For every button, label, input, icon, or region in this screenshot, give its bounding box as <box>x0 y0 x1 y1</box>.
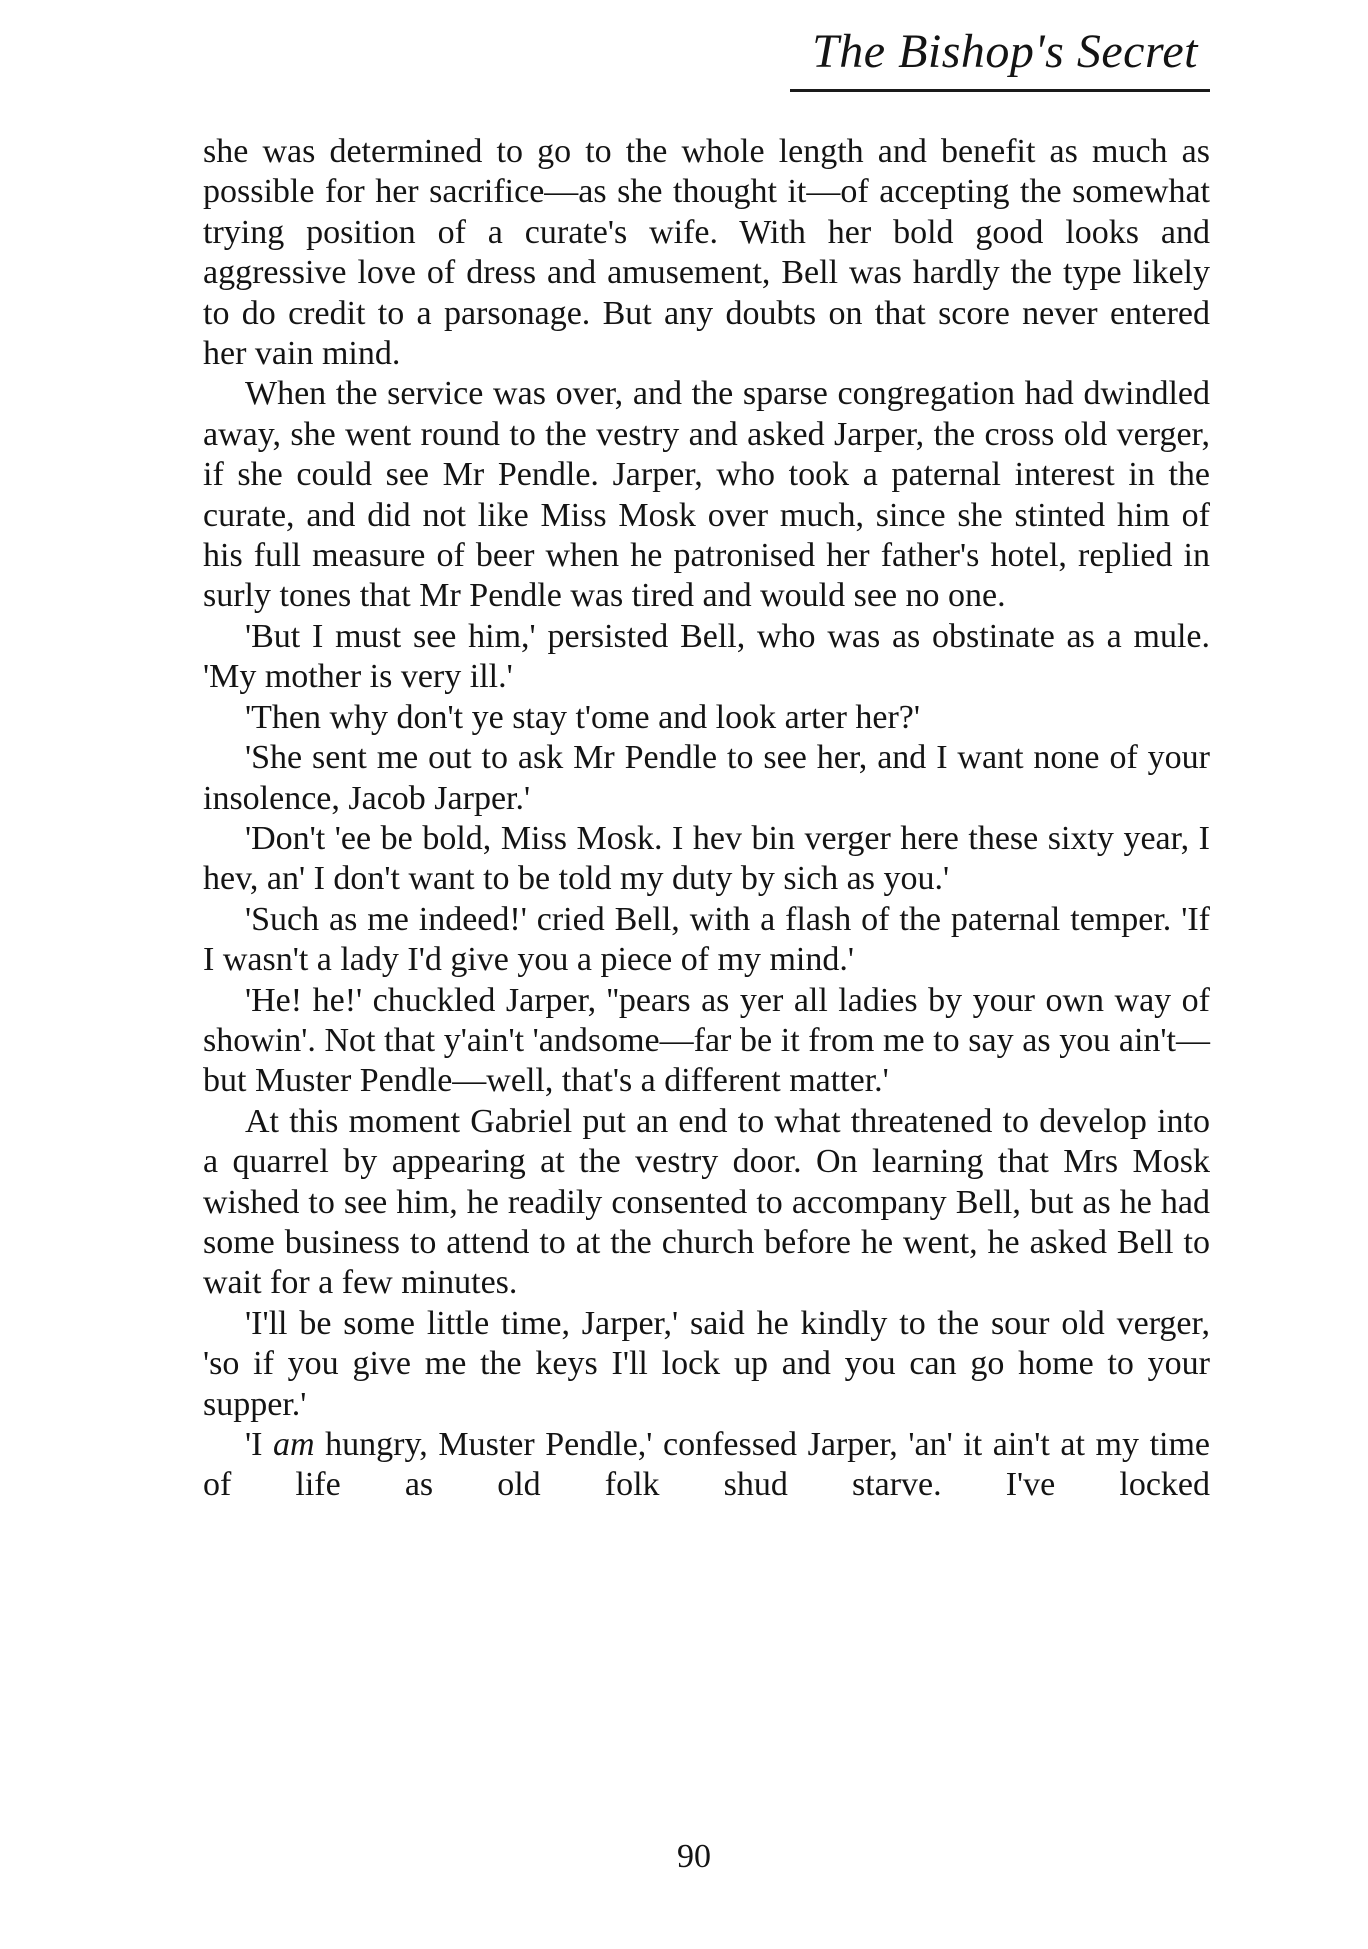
header-rule <box>790 89 1210 92</box>
paragraph-dialogue-continues <box>203 1425 1210 1506</box>
text-run: hungry, Muster Pendle,' confessed Jarper, 'an' it ain't at my time of life as old folk shud starve. I've locked <box>203 1426 1210 1504</box>
paragraph-dialogue: 'Such as me indeed!' cried Bell, with a flash of the paternal temper. 'If I wasn't a lady I'd give you a piece of my mind.' <box>203 900 1210 979</box>
text-run: 'I <box>245 1426 274 1463</box>
paragraph-dialogue: 'She sent me out to ask Mr Pendle to see her, and I want none of your insolence, Jacob Jarper.' <box>203 739 1210 817</box>
emphasis-text: am <box>273 1426 315 1463</box>
running-head-title: The Bishop's Secret <box>812 25 1198 78</box>
paragraph-dialogue: 'He! he!' chuckled Jarper, ''pears as yer all ladies by your own way of showin'. Not that y'ain't 'andsome—far be it from me to say as you ain't—but Muster Pendle—well, that's a different matter.' <box>203 981 1210 1100</box>
paragraph-dialogue: 'Don't 'ee be bold, Miss Mosk. I hev bin verger here these sixty year, I hev, an' I don't want to be told my duty by sich as you.' <box>203 819 1210 898</box>
paragraph-dialogue: 'But I must see him,' persisted Bell, who was as obstinate as a mule. 'My mother is very ill.' <box>203 617 1210 696</box>
page-number: 90 <box>677 1838 711 1875</box>
paragraph-dialogue: 'I'll be some little time, Jarper,' said he kindly to the sour old verger, 'so if you give me the keys I'll lock up and you can go home to your supper.' <box>203 1304 1210 1423</box>
body-text <box>203 132 1210 1506</box>
paragraph-continued: she was determined to go to the whole length and benefit as much as possible for her sacrifice—as she thought it—of accepting the somewhat trying position of a curate's wife. With her bold good looks and aggressive love of dress and amusement, Bell was hardly the type likely to do credit to a parsonage. But any doubts on that score never entered her vain mind. <box>203 133 1210 373</box>
paragraph: When the service was over, and the sparse congregation had dwindled away, she went round to the vestry and asked Jarper, the cross old verger, if she could see Mr Pendle. Jarper, who took a paternal interest in the curate, and did not like Miss Mosk over much, since she stinted him of his full measure of beer when he patronised her father's hotel, replied in surly tones that Mr Pendle was tired and would see no one. <box>203 375 1210 615</box>
paragraph: At this moment Gabriel put an end to what threatened to develop into a quarrel by appearing at the vestry door. On learning that Mrs Mosk wished to see him, he readily consented to accompany Bell, but as he had some business to attend to at the church before he went, he asked Bell to wait for a few minutes. <box>203 1102 1210 1302</box>
paragraph-dialogue: 'Then why don't ye stay t'ome and look arter her?' <box>245 698 921 736</box>
